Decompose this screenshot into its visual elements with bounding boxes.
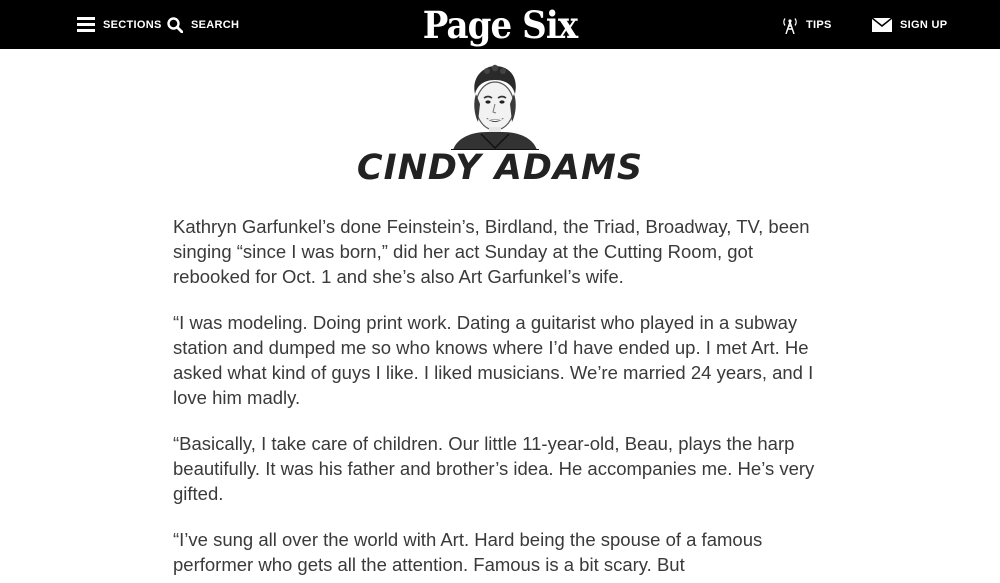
top-navigation-bar xyxy=(0,0,1000,49)
article-paragraph: “I was modeling. Doing print work. Dating a guitarist who played in a subway station and dumped me so who knows where I’d have ended up. I met Art. He asked what kind of guys I like. I liked musicians. We’re married 24 years, and I love him madly. xyxy=(173,312,814,408)
search-label: SEARCH xyxy=(191,18,240,31)
sign-up-button[interactable] xyxy=(872,0,947,49)
columnist-name: CINDY ADAMS xyxy=(356,148,644,188)
article-body xyxy=(173,214,833,583)
tips-button[interactable] xyxy=(782,0,832,49)
search-icon xyxy=(167,17,183,33)
hamburger-menu-icon xyxy=(77,17,95,32)
radio-tower-icon xyxy=(782,16,798,34)
page-six-logo[interactable]: Page Six xyxy=(422,2,578,47)
article-paragraph: “Basically, I take care of children. Our little 11-year-old, Beau, plays the harp beautifully. It was his father and brother’s idea. He accompanies me. He’s very gifted. xyxy=(173,433,815,504)
sections-label: SECTIONS xyxy=(103,18,162,31)
author-portrait-illustration xyxy=(451,64,539,150)
tips-label: TIPS xyxy=(806,18,832,31)
envelope-icon xyxy=(872,18,892,32)
article-paragraph: “I’ve sung all over the world with Art. Hard being the spouse of a famous performer who gets all the attention. Famous is a bit scary. But xyxy=(173,529,763,575)
article-paragraph: Kathryn Garfunkel’s done Feinstein’s, Birdland, the Triad, Broadway, TV, been singing “since I was born,” did her act Sunday at the Cutting Room, got rebooked for Oct. 1 and she’s also Art Garfunkel’s wife. xyxy=(173,216,810,287)
sections-menu-button[interactable] xyxy=(77,0,162,49)
sign-up-label: SIGN UP xyxy=(900,18,948,31)
search-button[interactable] xyxy=(167,0,239,49)
